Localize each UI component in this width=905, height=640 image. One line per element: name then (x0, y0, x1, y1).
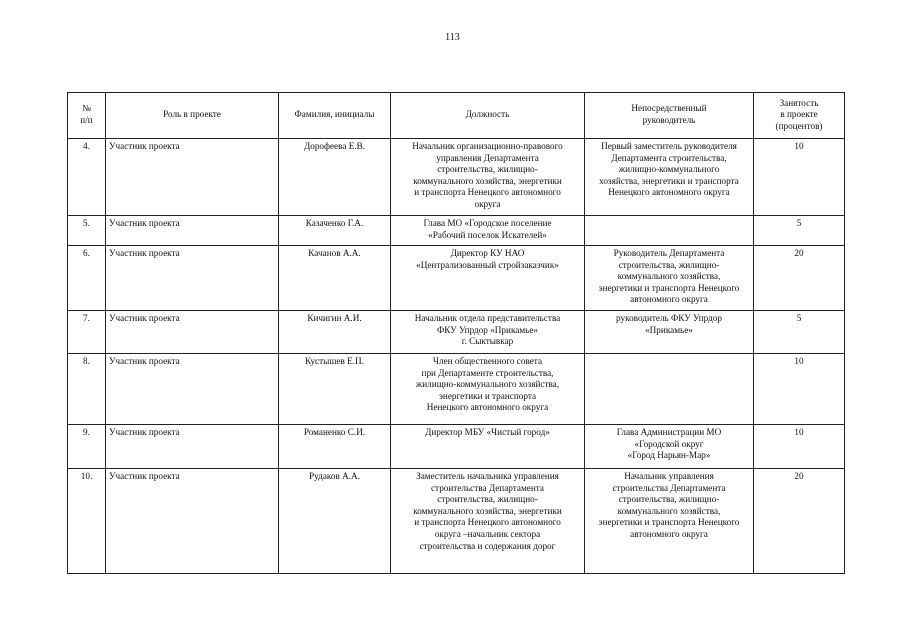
row-role: Участник проекта (106, 469, 279, 574)
row-position: Заместитель начальника управления строительства Департамента строительства, жилищно- коммунального хозяйства, энергетики и транспорта Ненецкого автономного округа –начальник сектора строительства и содержания дорог (391, 469, 585, 574)
row-load: 20 (754, 246, 845, 311)
row-position: Глава МО «Городское поселение «Рабочий поселок Искателей» (391, 216, 585, 246)
row-name: Рудаков А.А. (279, 469, 391, 574)
row-number: 8. (68, 354, 106, 425)
row-supervisor: руководитель ФКУ Упрдор «Прикамье» (585, 311, 754, 354)
row-name: Качанов А.А. (279, 246, 391, 311)
table-row (68, 354, 845, 425)
row-name: Дорофеева Е.В. (279, 139, 391, 216)
row-role: Участник проекта (106, 246, 279, 311)
row-load: 5 (754, 216, 845, 246)
row-supervisor: Начальник управления строительства Департамента строительства, жилищно- коммунального хозяйства, энергетики и транспорта Ненецкого автономного округа (585, 469, 754, 574)
row-name: Романенко С.И. (279, 425, 391, 469)
row-supervisor: Глава Администрации МО «Городской округ «Город Нарьян-Мар» (585, 425, 754, 469)
row-number: 10. (68, 469, 106, 574)
row-supervisor (585, 354, 754, 425)
row-name: Кустышев Е.П. (279, 354, 391, 425)
row-role: Участник проекта (106, 425, 279, 469)
row-load: 5 (754, 311, 845, 354)
row-position: Директор КУ НАО «Централизованный стройзаказчик» (391, 246, 585, 311)
column-header-load: Занятость в проекте (процентов) (754, 93, 845, 139)
row-supervisor: Первый заместитель руководителя Департамента строительства, жилищно-коммунального хозяйства, энергетики и транспорта Ненецкого автономного округа (585, 139, 754, 216)
table-header-row (68, 93, 845, 139)
row-position: Член общественного совета при Департаменте строительства, жилищно-коммунального хозяйства, энергетики и транспорта Ненецкого автономного округа (391, 354, 585, 425)
table-row (68, 469, 845, 574)
row-load: 10 (754, 354, 845, 425)
row-position: Начальник организационно-правового управления Департамента строительства, жилищно- коммунального хозяйства, энергетики и транспорта Ненецкого автономного округа (391, 139, 585, 216)
column-header-role: Роль в проекте (106, 93, 279, 139)
table-row (68, 246, 845, 311)
row-load: 10 (754, 425, 845, 469)
column-header-position: Должность (391, 93, 585, 139)
row-position: Директор МБУ «Чистый город» (391, 425, 585, 469)
row-role: Участник проекта (106, 311, 279, 354)
table-row (68, 425, 845, 469)
row-role: Участник проекта (106, 354, 279, 425)
row-load: 10 (754, 139, 845, 216)
row-load: 20 (754, 469, 845, 574)
row-name: Казаченко Г.А. (279, 216, 391, 246)
row-role: Участник проекта (106, 216, 279, 246)
row-name: Кичигин А.И. (279, 311, 391, 354)
table-row (68, 139, 845, 216)
participants-table (67, 92, 845, 574)
column-header-name: Фамилия, инициалы (279, 93, 391, 139)
row-supervisor (585, 216, 754, 246)
table-row (68, 311, 845, 354)
row-role: Участник проекта (106, 139, 279, 216)
row-number: 5. (68, 216, 106, 246)
row-position: Начальник отдела представительства ФКУ Упрдор «Прикамье» г. Сыктывкар (391, 311, 585, 354)
column-header-supervisor: Непосредственный руководитель (585, 93, 754, 139)
row-supervisor: Руководитель Департамента строительства, жилищно- коммунального хозяйства, энергетики и транспорта Ненецкого автономного округа (585, 246, 754, 311)
page-number: 113 (445, 32, 460, 43)
row-number: 6. (68, 246, 106, 311)
row-number: 9. (68, 425, 106, 469)
row-number: 7. (68, 311, 106, 354)
row-number: 4. (68, 139, 106, 216)
table-row (68, 216, 845, 246)
column-header-number: № п/п (68, 93, 106, 139)
